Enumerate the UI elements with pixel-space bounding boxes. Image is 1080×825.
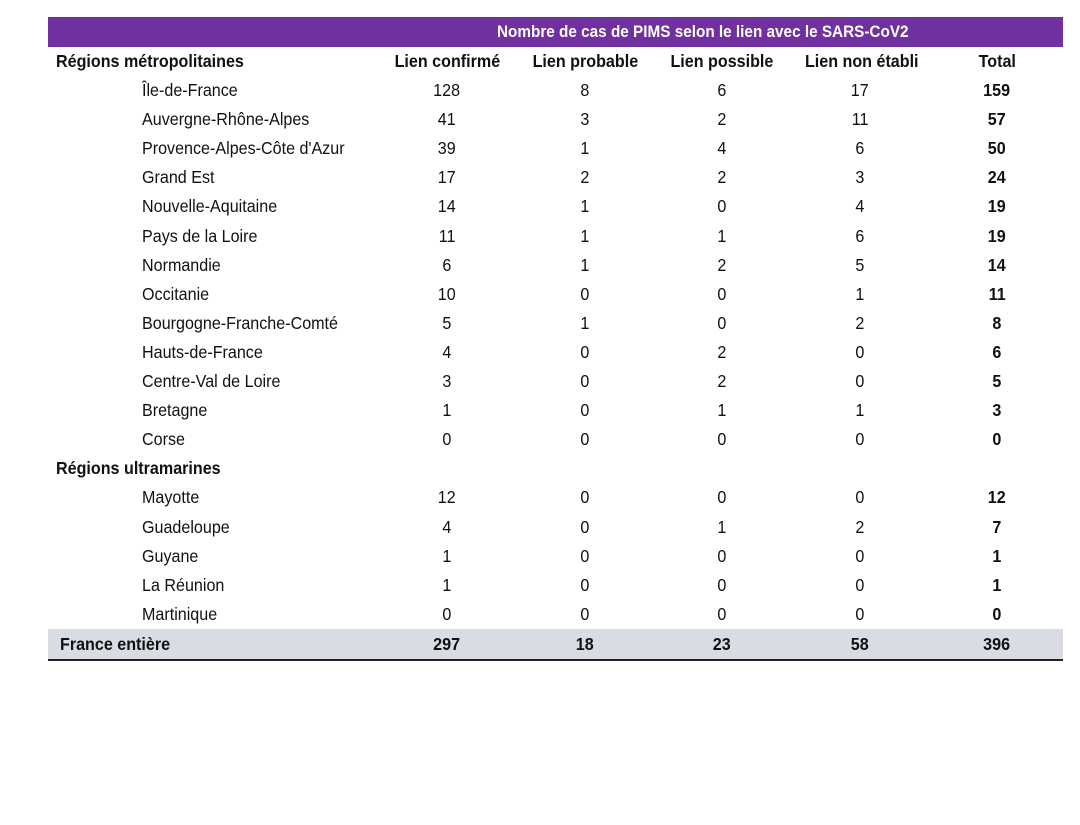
value-cell: 8: [580, 80, 590, 101]
row-total-cell: 0: [992, 603, 1002, 624]
table-row: [48, 280, 1063, 309]
value-cell: 4: [442, 341, 452, 362]
value-cell: 1: [580, 138, 590, 159]
value-cell: 0: [717, 429, 727, 450]
row-total-cell: 7: [992, 516, 1002, 537]
region-name: Île-de-France: [142, 80, 238, 101]
table-row: [48, 309, 1063, 338]
total-label: France entière: [60, 633, 171, 654]
table-row: [48, 367, 1063, 396]
value-cell: 0: [855, 487, 865, 508]
value-cell: 2: [717, 167, 727, 188]
row-total-cell: 19: [988, 196, 1006, 217]
region-name: Provence-Alpes-Côte d'Azur: [142, 138, 345, 159]
region-name: Corse: [142, 429, 185, 450]
value-cell: 2: [717, 371, 727, 392]
table-row: [48, 105, 1063, 134]
table-row: [48, 396, 1063, 425]
region-name: Centre-Val de Loire: [142, 371, 281, 392]
region-name: Pays de la Loire: [142, 225, 258, 246]
value-cell: 0: [580, 574, 590, 595]
value-cell: 2: [717, 109, 727, 130]
row-total-cell: 14: [988, 254, 1006, 275]
region-name: Bourgogne-Franche-Comté: [142, 312, 338, 333]
value-cell: 0: [580, 487, 590, 508]
row-total-cell: 1: [992, 574, 1002, 595]
total-cell: 297: [433, 633, 461, 654]
value-cell: 3: [855, 167, 865, 188]
table-row: [48, 425, 1063, 454]
value-cell: 0: [580, 283, 590, 304]
row-total-cell: 5: [992, 371, 1002, 392]
region-name: Hauts-de-France: [142, 341, 263, 362]
column-header: Lien probable: [532, 51, 638, 71]
pims-table: [48, 17, 1063, 661]
value-cell: 0: [855, 603, 865, 624]
value-cell: 0: [580, 400, 590, 421]
table-row: [48, 134, 1063, 163]
row-total-cell: 19: [988, 225, 1006, 246]
ultra-rows: [48, 483, 1063, 628]
region-name: La Réunion: [142, 574, 225, 595]
row-total-cell: 11: [988, 283, 1006, 304]
region-name: Mayotte: [142, 487, 200, 508]
value-cell: 0: [717, 574, 727, 595]
value-cell: 0: [855, 545, 865, 566]
value-cell: 5: [855, 254, 865, 275]
region-name: Auvergne-Rhône-Alpes: [142, 109, 310, 130]
table-row: [48, 483, 1063, 512]
row-total-cell: 24: [988, 167, 1006, 188]
value-cell: 1: [717, 400, 727, 421]
value-cell: 2: [855, 312, 865, 333]
value-cell: 11: [438, 225, 456, 246]
value-cell: 1: [580, 225, 590, 246]
value-cell: 1: [717, 225, 727, 246]
ultra-section-label: Régions ultramarines: [56, 458, 221, 479]
table-row: [48, 513, 1063, 542]
column-header: Lien possible: [670, 51, 774, 71]
region-name: Bretagne: [142, 400, 208, 421]
value-cell: 0: [717, 487, 727, 508]
row-total-cell: 159: [983, 80, 1011, 101]
region-name: Normandie: [142, 254, 221, 275]
value-cell: 12: [438, 487, 456, 508]
value-cell: 1: [580, 312, 590, 333]
table-row: [48, 338, 1063, 367]
value-cell: 0: [855, 341, 865, 362]
table-row: [48, 571, 1063, 600]
value-cell: 1: [717, 516, 727, 537]
value-cell: 0: [442, 603, 452, 624]
value-cell: 39: [438, 138, 456, 159]
table-row: [48, 251, 1063, 280]
value-cell: 2: [717, 254, 727, 275]
region-name: Occitanie: [142, 283, 210, 304]
value-cell: 1: [580, 196, 590, 217]
total-cell: 396: [983, 633, 1011, 654]
value-cell: 1: [442, 400, 452, 421]
value-cell: 2: [717, 341, 727, 362]
value-cell: 2: [580, 167, 590, 188]
value-cell: 0: [580, 341, 590, 362]
value-cell: 5: [442, 312, 452, 333]
value-cell: 4: [855, 196, 865, 217]
total-cell: 58: [851, 633, 869, 654]
value-cell: 6: [442, 254, 452, 275]
row-total-cell: 1: [992, 545, 1002, 566]
region-name: Grand Est: [142, 167, 215, 188]
total-cell: 23: [713, 633, 731, 654]
total-row: [48, 629, 1063, 661]
metro-rows: [48, 76, 1063, 454]
value-cell: 128: [433, 80, 461, 101]
value-cell: 0: [855, 429, 865, 450]
row-total-cell: 0: [992, 429, 1002, 450]
table-row: [48, 76, 1063, 105]
row-total-cell: 6: [992, 341, 1002, 362]
value-cell: 0: [580, 603, 590, 624]
value-cell: 17: [851, 80, 869, 101]
region-name: Guyane: [142, 545, 199, 566]
table-row: [48, 192, 1063, 221]
row-total-cell: 8: [992, 312, 1002, 333]
metro-section-label: Régions métropolitaines: [56, 51, 244, 71]
value-cell: 0: [442, 429, 452, 450]
region-name: Nouvelle-Aquitaine: [142, 196, 278, 217]
header-row: [48, 47, 1063, 76]
value-cell: 0: [717, 545, 727, 566]
value-cell: 6: [855, 225, 865, 246]
ultra-section-row: [48, 454, 1063, 483]
column-header: Lien non établi: [804, 51, 919, 71]
table-row: [48, 222, 1063, 251]
value-cell: 0: [580, 429, 590, 450]
value-cell: 0: [580, 545, 590, 566]
value-cell: 1: [442, 574, 452, 595]
table-row: [48, 600, 1063, 629]
value-cell: 0: [855, 574, 865, 595]
row-total-cell: 50: [988, 138, 1006, 159]
row-total-cell: 3: [992, 400, 1002, 421]
row-total-cell: 57: [988, 109, 1006, 130]
region-name: Martinique: [142, 603, 218, 624]
value-cell: 0: [717, 196, 727, 217]
total-cell: 18: [576, 633, 594, 654]
column-header: Lien confirmé: [394, 51, 500, 71]
value-cell: 0: [717, 312, 727, 333]
value-cell: 1: [442, 545, 452, 566]
value-cell: 14: [438, 196, 456, 217]
table-row: [48, 163, 1063, 192]
table-banner: [48, 17, 1063, 47]
row-total-cell: 12: [988, 487, 1006, 508]
value-cell: 4: [717, 138, 727, 159]
value-cell: 6: [717, 80, 727, 101]
value-cell: 4: [442, 516, 452, 537]
value-cell: 0: [580, 371, 590, 392]
region-name: Guadeloupe: [142, 516, 230, 537]
table-row: [48, 542, 1063, 571]
value-cell: 1: [855, 400, 865, 421]
value-cell: 10: [438, 283, 456, 304]
value-cell: 6: [855, 138, 865, 159]
value-cell: 1: [580, 254, 590, 275]
value-cell: 0: [717, 283, 727, 304]
value-cell: 3: [442, 371, 452, 392]
value-cell: 2: [855, 516, 865, 537]
value-cell: 41: [438, 109, 456, 130]
value-cell: 17: [438, 167, 456, 188]
value-cell: 1: [855, 283, 865, 304]
value-cell: 3: [580, 109, 590, 130]
column-header: Total: [978, 51, 1016, 71]
table-title: Nombre de cas de PIMS selon le lien avec le SARS-CoV2: [497, 22, 909, 41]
value-cell: 0: [855, 371, 865, 392]
value-cell: 11: [851, 109, 869, 130]
value-cell: 0: [717, 603, 727, 624]
value-cell: 0: [580, 516, 590, 537]
